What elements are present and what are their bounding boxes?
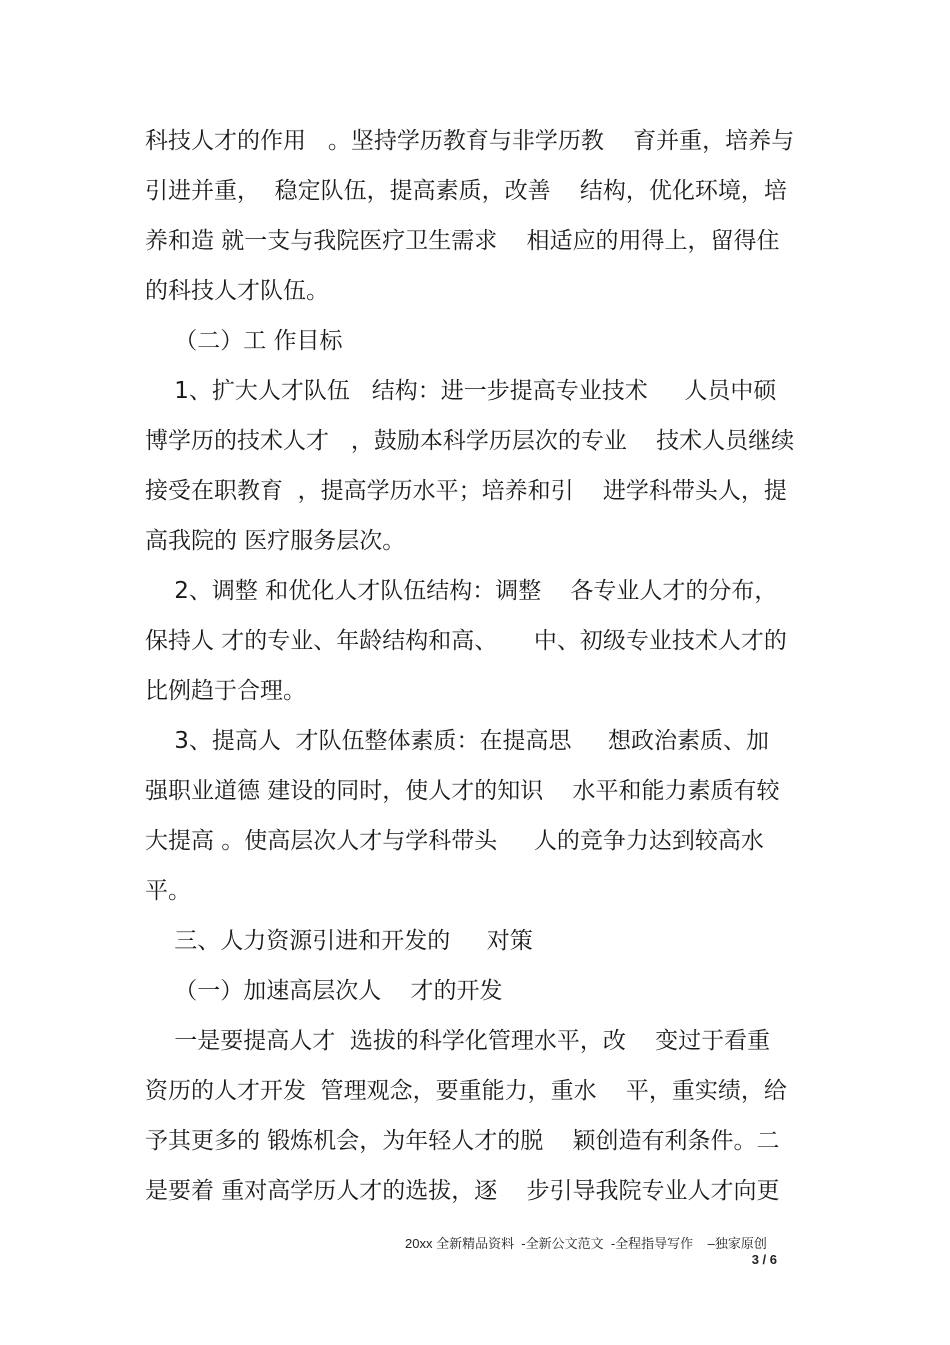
body-text-line: 是要着 重对高学历人才的选拔，逐 步引导我院专业人才向更 [145, 1178, 780, 1204]
body-text-line: 养和造 就一支与我院医疗卫生需求 相适应的用得上，留得住 [145, 228, 780, 254]
footer-text: 20xx 全新精品资料 -全新公文范文 -全程指导写作 –独家原创 [405, 1236, 767, 1251]
body-text-line: 强职业道德 建设的同时，使人才的知识 水平和能力素质有较 [145, 778, 780, 804]
body-text-line: 3、提高人 才队伍整体素质：在提高思 想政治素质、加 [145, 728, 770, 754]
body-text-line: 的科技人才队伍。 [145, 278, 329, 304]
body-text-line: 接受在职教育 ，提高学历水平；培养和引 进学科带头人，提 [145, 478, 787, 504]
body-text-line: 保持人 才的专业、年龄结构和高、 中、初级专业技术人才的 [145, 628, 787, 654]
body-text-line: 2、调整 和优化人才队伍结构：调整 各专业人才的分布， [145, 578, 778, 604]
page-number: 3 / 6 [751, 1252, 777, 1267]
body-text-line: 一是要提高人才 选拔的科学化管理水平，改 变过于看重 [145, 1028, 771, 1054]
body-text-line: 1、扩大人才队伍 结构：进一步提高专业技术 人员中硕 [145, 378, 777, 404]
body-text-line: 大提高 。使高层次人才与学科带头 人的竞争力达到较高水 [145, 828, 764, 854]
body-text-line: 比例趋于合理。 [145, 678, 306, 704]
section-heading: 三、人力资源引进和开发的 对策 [145, 928, 533, 954]
body-text-line: 予其更多的 锻炼机会，为年轻人才的脱 颖创造有利条件。二 [145, 1128, 780, 1154]
section-heading: （二）工 作目标 [145, 328, 343, 354]
section-heading: （一）加速高层次人 才的开发 [145, 978, 503, 1004]
body-text-line: 博学历的技术人才 ，鼓励本科学历层次的专业 技术人员继续 [145, 428, 795, 454]
body-text-line: 科技人才的作用 。坚持学历教育与非学历教 育并重，培养与 [145, 128, 795, 154]
body-text-line: 高我院的 医疗服务层次。 [145, 528, 406, 554]
body-text-line: 引进并重， 稳定队伍，提高素质，改善 结构，优化环境，培 [145, 178, 787, 204]
body-text-line: 资历的人才开发 管理观念，要重能力，重水 平，重实绩，给 [145, 1078, 787, 1104]
body-text-line: 平。 [145, 878, 191, 904]
